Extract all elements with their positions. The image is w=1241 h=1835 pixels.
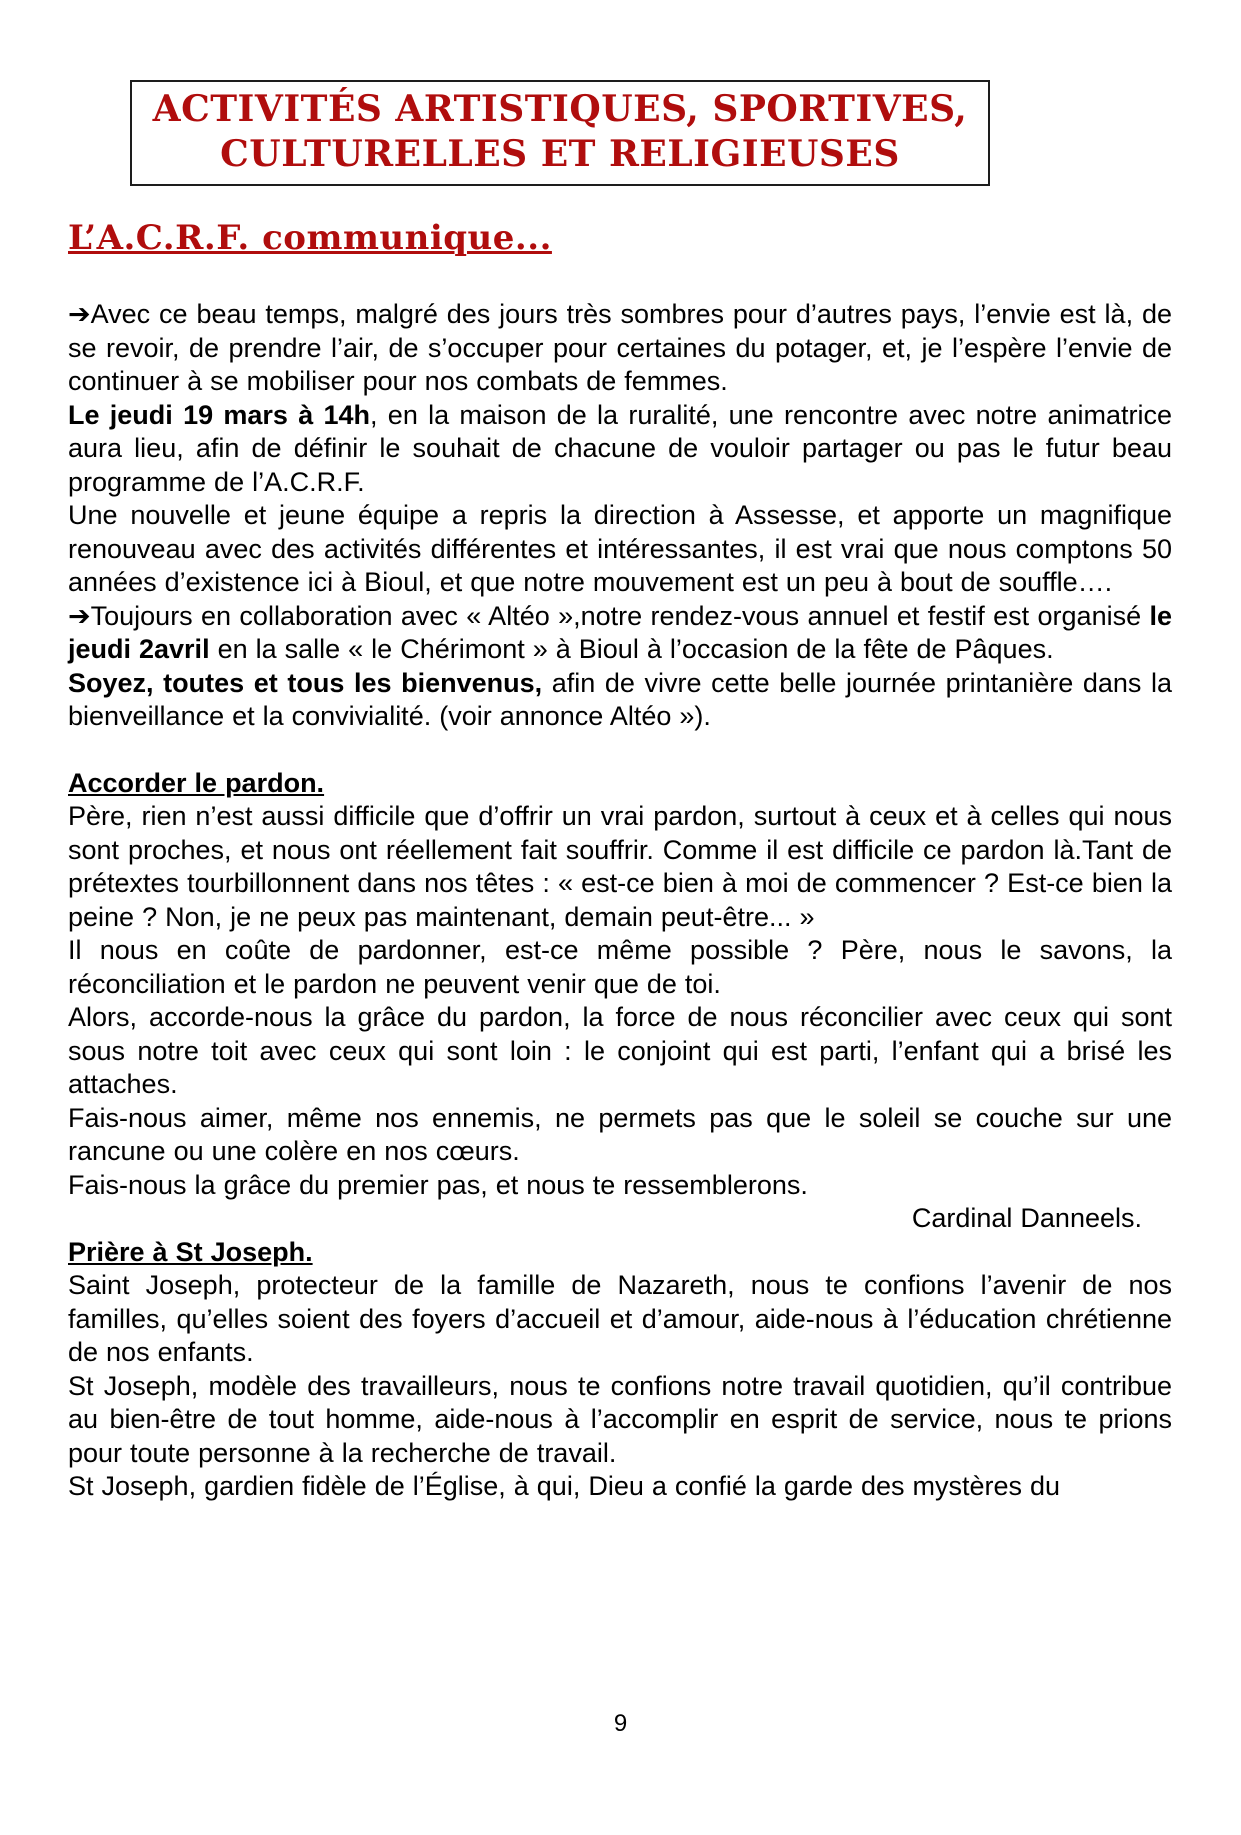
paragraph: [68, 1470, 1172, 1504]
acrf-section-heading: L’A.C.R.F. communique...: [68, 218, 552, 258]
paragraph: [68, 399, 1172, 500]
text-run: Prière à St Joseph.: [68, 1236, 313, 1267]
text-run: Père, rien n’est aussi difficile que d’offrir un vrai pardon, surtout à ceux et à celles qui nous sont proches, et nous ont réellement fait souffrir. Comme il est difficile ce pardon là.Tant de prétextes tourbillonnent dans nos têtes : « est-ce bien à moi de commencer ? Est-ce bien la peine ? Non, je ne peux pas maintenant, demain peut-être... »: [68, 801, 1172, 932]
text-run: Alors, accorde-nous la grâce du pardon, la force de nous réconcilier avec ceux qui sont sous notre toit avec ceux qui sont loin : le conjoint qui est parti, l’enfant qui a brisé les attaches.: [68, 1002, 1172, 1099]
text-run: afin de vivre cette belle journée printanière dans la bienveillance et la convivialité. (voir annonce Altéo »).: [68, 667, 1172, 731]
banner-box: [130, 80, 990, 186]
section-heading: [68, 767, 1172, 801]
text-run: St Joseph, modèle des travailleurs, nous te confions notre travail quotidien, qu’il contribue au bien-être de tout homme, aide-nous à l’accomplir en esprit de service, nous te prions pour toute personne à la recherche de travail.: [68, 1370, 1172, 1468]
text-run: St Joseph, gardien fidèle de l’Église, à qui, Dieu a confié la garde des mystères du: [68, 1471, 1061, 1501]
page-number: 9: [613, 1710, 628, 1737]
text-run: Accorder le pardon.: [68, 767, 325, 798]
attribution-line: [68, 1202, 1172, 1236]
text-run: Saint Joseph, protecteur de la famille de Nazareth, nous te confions l’avenir de nos familles, qu’elles soient des foyers d’accueil et d’amour, aide-nous à l’éducation chrétienne de nos enfants.: [68, 1270, 1172, 1367]
page: [0, 80, 1241, 1504]
text-run: Fais-nous aimer, même nos ennemis, ne permets pas que le soleil se couche sur une rancune ou une colère en nos cœurs.: [68, 1102, 1172, 1166]
text-run: Soyez, toutes et tous les bienvenus,: [68, 667, 543, 698]
paragraph: [68, 1102, 1172, 1169]
document-body: [68, 298, 1172, 1504]
paragraph: [68, 1169, 1172, 1203]
section-heading: [68, 1236, 1172, 1270]
text-run: Toujours en collaboration avec « Altéo »,notre rendez-vous annuel et festif est organisé: [90, 600, 1150, 631]
paragraph: [68, 298, 1172, 399]
paragraph: [68, 667, 1172, 734]
text-run: Une nouvelle et jeune équipe a repris la direction à Assesse, et apporte un magnifique renouveau avec des activités différentes et intéressantes, il est vrai que nous comptons 50 années d’existence ici à Bioul, et que notre mouvement est un peu à bout de souffle….: [68, 500, 1172, 597]
paragraph: [68, 800, 1172, 934]
paragraph: [68, 1269, 1172, 1370]
paragraph: [68, 1001, 1172, 1102]
text-run: Avec ce beau temps, malgré des jours très sombres pour d’autres pays, l’envie est là, de se revoir, de prendre l’air, de s’occuper pour certaines du potager, et, je l’espère l’envie de continuer à se mobiliser pour nos combats de femmes.: [68, 299, 1172, 396]
paragraph: [68, 934, 1172, 1001]
text-run: Le jeudi 19 mars à 14h: [68, 399, 371, 430]
text-run: Cardinal Danneels.: [911, 1203, 1142, 1233]
text-run: , en la maison de la ruralité, une rencontre avec notre animatrice aura lieu, afin de définir le souhait de chacune de vouloir partager ou pas le futur beau programme de l’A.C.R.F.: [68, 399, 1172, 497]
paragraph: [68, 600, 1172, 667]
banner-title-line1: ACTIVITÉS ARTISTIQUES, SPORTIVES,: [152, 88, 968, 130]
banner-title-line2: CULTURELLES ET RELIGIEUSES: [220, 133, 900, 175]
paragraph: [68, 499, 1172, 600]
arrow-bullet-icon: ➔: [68, 299, 91, 329]
arrow-bullet-icon: ➔: [68, 600, 91, 631]
text-run: en la salle « le Chérimont » à Bioul à l’occasion de la fête de Pâques.: [209, 634, 1054, 664]
paragraph: [68, 1370, 1172, 1471]
text-run: Il nous en coûte de pardonner, est-ce même possible ? Père, nous le savons, la réconciliation et le pardon ne peuvent venir que de toi.: [68, 935, 1172, 999]
text-run: le jeudi 2avril: [68, 600, 1172, 664]
text-run: Fais-nous la grâce du premier pas, et nous te ressemblerons.: [68, 1169, 808, 1200]
